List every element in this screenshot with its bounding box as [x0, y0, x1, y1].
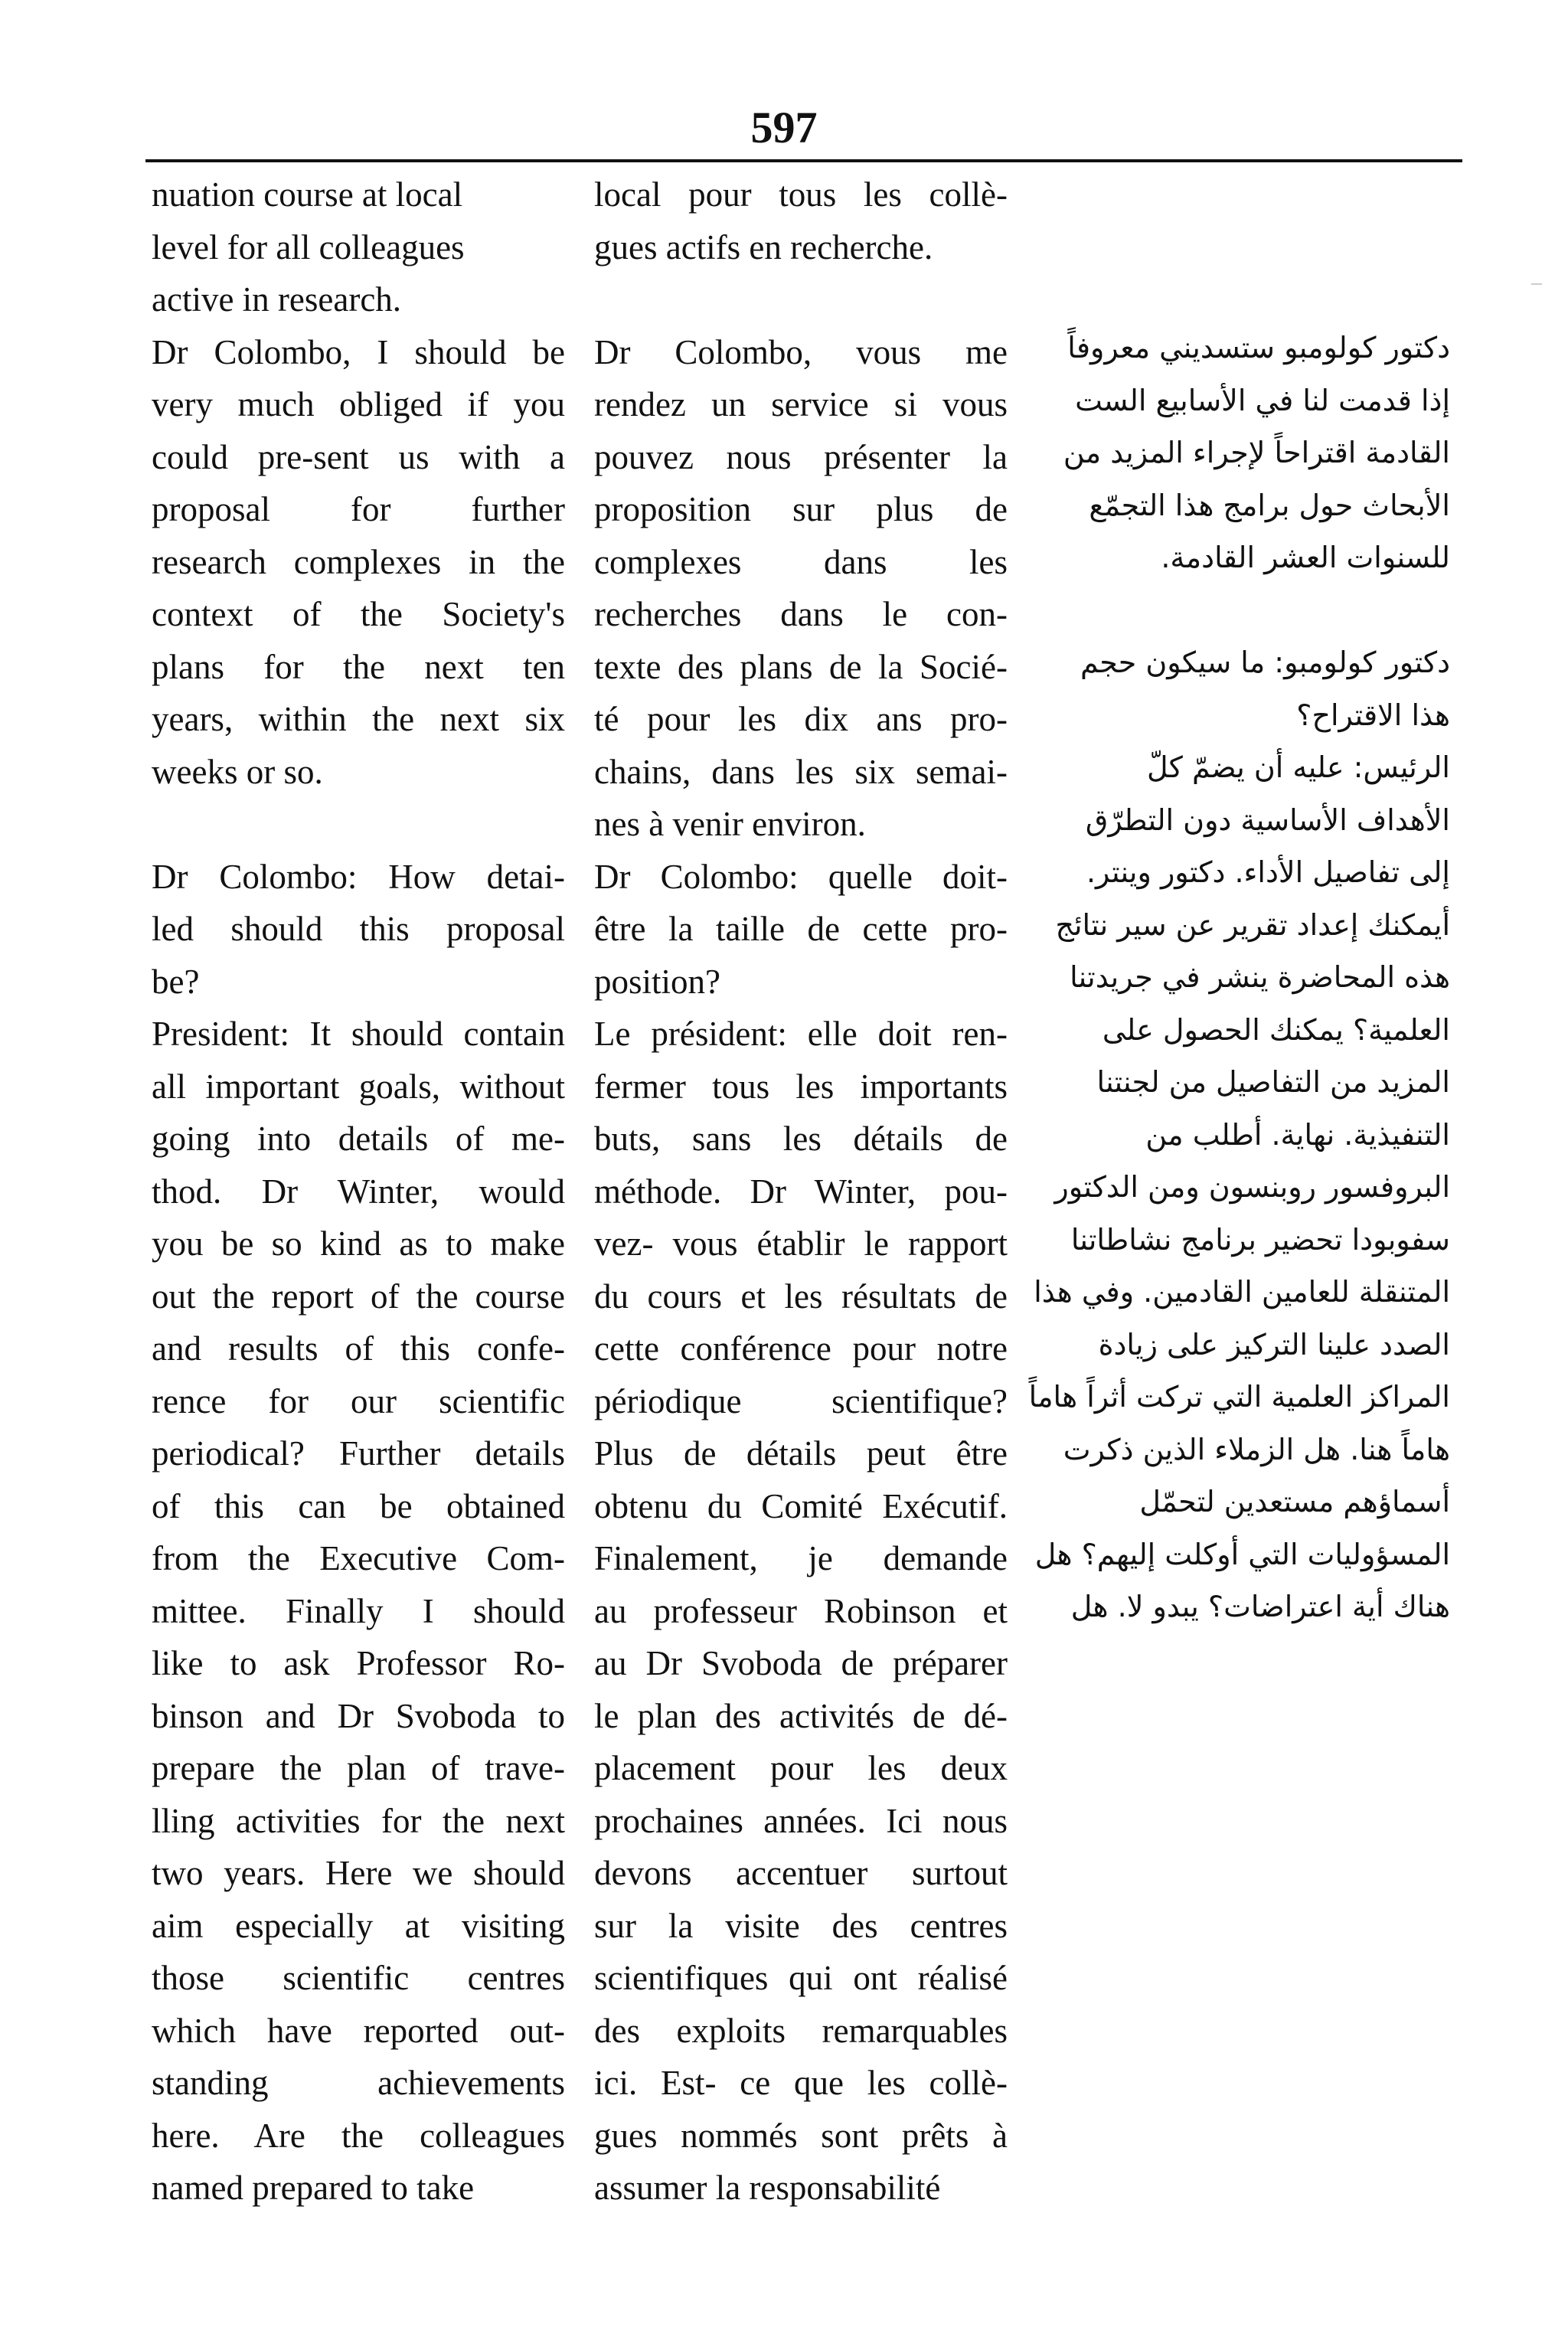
- french-line: chains, dans les six semai-: [594, 752, 1008, 791]
- english-line: here. Are the colleagues: [152, 2116, 565, 2155]
- arabic-line: الصدد علينا التركيز على زيادة: [1098, 1327, 1450, 1362]
- arabic-line: المزيد من التفاصيل من لجنتنا: [1096, 1065, 1450, 1099]
- arabic-line: المسؤوليات التي أوكلت إليهم؟ هل: [1034, 1537, 1450, 1571]
- arabic-line: القادمة اقتراحاً لإجراء المزيد من: [1063, 436, 1450, 469]
- english-line: active in research.: [152, 280, 402, 319]
- french-line: Finalement, je demande: [594, 1539, 1008, 1577]
- english-line: Dr Colombo: How detai-: [152, 857, 565, 896]
- english-line: years, within the next six: [152, 700, 565, 738]
- arabic-line: دكتور كولومبو: ما سيكون حجم: [1080, 646, 1450, 679]
- french-line: placement pour les deux: [594, 1749, 1008, 1787]
- arabic-line: العلمية؟ يمكنك الحصول على: [1102, 1012, 1450, 1047]
- english-line: those scientific centres: [152, 1959, 565, 1997]
- french-line: [594, 273, 1008, 326]
- english-line: led should this proposal: [152, 910, 565, 948]
- english-line: of this can be obtained: [152, 1486, 565, 1525]
- english-line: standing achievements: [152, 2064, 565, 2102]
- french-line: vez- vous établir le rapport: [594, 1224, 1008, 1263]
- french-line: texte des plans de la Socié-: [594, 647, 1008, 686]
- arabic-line: [1037, 584, 1450, 637]
- french-line: complexes dans les: [594, 542, 1008, 581]
- french-line: le plan des activités de dé-: [594, 1696, 1008, 1735]
- french-line: té pour les dix ans pro-: [594, 700, 1008, 738]
- page-number: 597: [750, 103, 818, 152]
- english-line: be?: [152, 962, 200, 1001]
- arabic-line: أيمكنك إعداد تقرير عن سير نتائج: [1055, 907, 1450, 942]
- french-line: fermer tous les importants: [594, 1067, 1008, 1106]
- english-line: from the Executive Com-: [152, 1539, 565, 1577]
- arabic-line: المراكز العلمية التي تركت أثراً هاماً: [1028, 1380, 1450, 1414]
- french-line: pouvez nous présenter la: [594, 437, 1008, 476]
- arabic-line: دكتور كولومبو ستسديني معروفاً: [1067, 331, 1450, 364]
- english-line: level for all colleagues: [152, 227, 465, 266]
- english-line: very much obliged if you: [152, 385, 565, 423]
- english-line: [152, 798, 565, 851]
- english-line: named prepared to take: [152, 2169, 475, 2207]
- arabic-line: الأهداف الأساسية دون التطرّق: [1085, 803, 1450, 837]
- french-line: Plus de détails peut être: [594, 1434, 1008, 1473]
- french-line: rendez un service si vous: [594, 385, 1008, 423]
- english-line: going into details of me-: [152, 1120, 565, 1158]
- arabic-line: هاماً هنا. هل الزملاء الذين ذكرت: [1063, 1432, 1450, 1466]
- english-line: President: It should contain: [152, 1015, 565, 1053]
- french-line: gues nommés sont prêts à: [594, 2116, 1008, 2155]
- english-line: you be so kind as to make: [152, 1224, 565, 1263]
- arabic-line: الرئيس: عليه أن يضمّ كلّ: [1147, 750, 1450, 784]
- arabic-line: هذا الاقتراح؟: [1296, 698, 1450, 732]
- french-line: ici. Est- ce que les collè-: [594, 2064, 1008, 2102]
- english-line: plans for the next ten: [152, 647, 565, 686]
- french-line: du cours et les résultats de: [594, 1277, 1008, 1316]
- arabic-line: التنفيذية. نهاية. أطلب من: [1145, 1117, 1450, 1152]
- english-line: mittee. Finally I should: [152, 1591, 565, 1630]
- french-line: prochaines années. Ici nous: [594, 1801, 1008, 1840]
- french-line: nes à venir environ.: [594, 805, 866, 843]
- french-line: gues actifs en recherche.: [594, 227, 933, 266]
- french-column: [594, 168, 1008, 2215]
- french-line: scientifiques qui ont réalisé: [594, 1959, 1008, 1997]
- english-line: Dr Colombo, I should be: [152, 332, 565, 371]
- english-column: [152, 168, 565, 2215]
- english-line: research complexes in the: [152, 542, 565, 581]
- french-line: sur la visite des centres: [594, 1906, 1008, 1945]
- english-line: which have reported out-: [152, 2011, 565, 2050]
- header-rule: [145, 159, 1462, 162]
- scan-mark: [1531, 283, 1542, 285]
- french-line: Dr Colombo, vous me: [594, 332, 1008, 371]
- arabic-line: هذه المحاضرة ينشر في جريدتنا: [1070, 960, 1450, 994]
- arabic-line: أسماؤهم مستعدين لتحمّل: [1139, 1485, 1450, 1518]
- english-line: nuation course at local: [152, 175, 463, 214]
- english-line: binson and Dr Svoboda to: [152, 1696, 565, 1735]
- english-line: thod. Dr Winter, would: [152, 1172, 565, 1211]
- french-line: périodique scientifique?: [594, 1381, 1008, 1420]
- arabic-line: هناك أية اعتراضات؟ يبدو لا. هل: [1070, 1590, 1450, 1623]
- french-line: méthode. Dr Winter, pou-: [594, 1172, 1008, 1211]
- english-line: periodical? Further details: [152, 1434, 565, 1473]
- arabic-line: سفوبودا تحضير برنامج نشاطاتنا: [1070, 1222, 1450, 1257]
- english-line: out the report of the course: [152, 1277, 565, 1316]
- french-line: recherches dans le con-: [594, 595, 1008, 633]
- english-line: aim especially at visiting: [152, 1906, 565, 1945]
- french-line: local pour tous les collè-: [594, 175, 1008, 214]
- english-line: prepare the plan of trave-: [152, 1749, 565, 1787]
- english-line: rence for our scientific: [152, 1381, 565, 1420]
- french-line: cette conférence pour notre: [594, 1329, 1008, 1368]
- arabic-line: إلى تفاصيل الأداء. دكتور وينتر.: [1086, 855, 1450, 889]
- english-line: weeks or so.: [152, 752, 323, 791]
- french-line: buts, sans les détails de: [594, 1120, 1008, 1158]
- french-line: être la taille de cette pro-: [594, 910, 1008, 948]
- english-line: and results of this confe-: [152, 1329, 565, 1368]
- arabic-line: الأبحاث حول برامج هذا التجمّع: [1089, 488, 1450, 522]
- arabic-line: المتنقلة للعامين القادمين. وفي هذا: [1034, 1275, 1450, 1309]
- french-line: au professeur Robinson et: [594, 1591, 1008, 1630]
- french-line: assumer la responsabilité: [594, 2169, 941, 2207]
- english-line: context of the Society's: [152, 595, 565, 633]
- arabic-line: إذا قدمت لنا في الأسابيع الست: [1075, 383, 1450, 417]
- arabic-column: [1028, 322, 1450, 1633]
- english-line: like to ask Professor Ro-: [152, 1644, 565, 1682]
- french-line: position?: [594, 962, 720, 1001]
- english-line: lling activities for the next: [152, 1801, 565, 1840]
- french-line: des exploits remarquables: [594, 2011, 1008, 2050]
- english-line: could pre-sent us with a: [152, 437, 565, 476]
- arabic-line: للسنوات العشر القادمة.: [1161, 541, 1450, 574]
- french-line: devons accentuer surtout: [594, 1854, 1008, 1892]
- french-line: Le président: elle doit ren-: [594, 1015, 1008, 1053]
- french-line: obtenu du Comité Exécutif.: [594, 1486, 1008, 1525]
- french-line: proposition sur plus de: [594, 490, 1008, 528]
- french-line: Dr Colombo: quelle doit-: [594, 857, 1008, 896]
- english-line: proposal for further: [152, 490, 565, 528]
- english-line: two years. Here we should: [152, 1854, 565, 1892]
- english-line: all important goals, without: [152, 1067, 565, 1106]
- arabic-line: البروفسور روبنسون ومن الدكتور: [1054, 1170, 1450, 1204]
- french-line: au Dr Svoboda de préparer: [594, 1644, 1008, 1682]
